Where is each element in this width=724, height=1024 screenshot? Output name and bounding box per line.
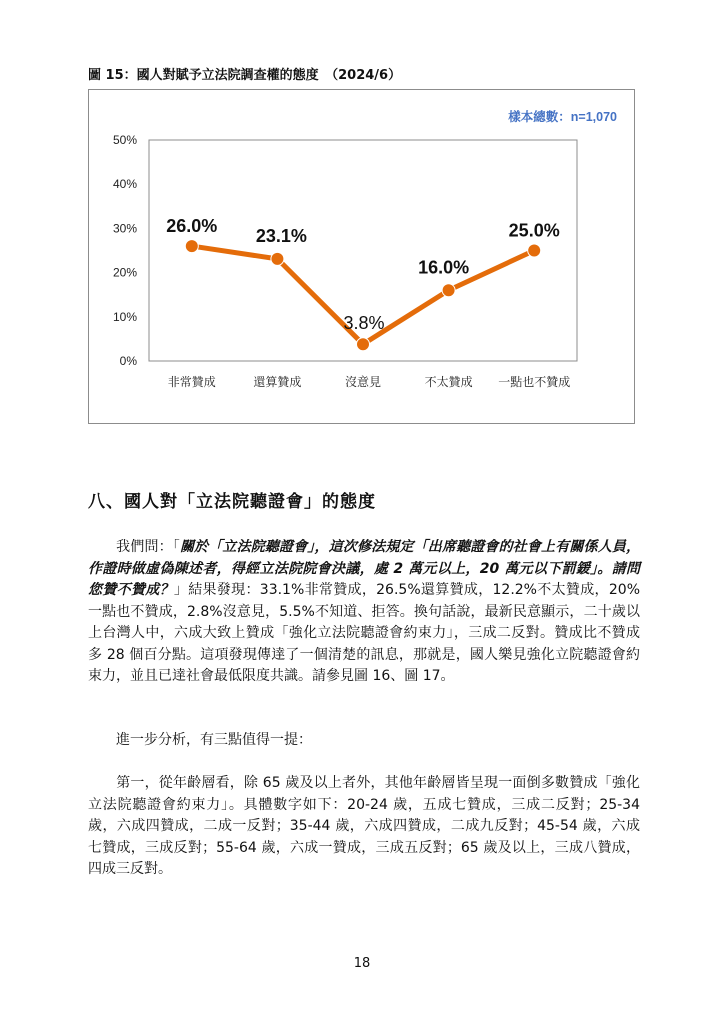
x-category-label: 非常贊成 xyxy=(167,375,216,389)
y-tick-label: 0% xyxy=(119,354,137,368)
data-label: 23.1% xyxy=(255,225,307,246)
sample-size-note: 樣本總數：n=1,070 xyxy=(508,110,617,124)
paragraph-3 xyxy=(88,773,640,881)
chart-container xyxy=(88,89,635,424)
data-label: 3.8% xyxy=(343,313,385,334)
data-point-marker xyxy=(442,284,455,297)
page-number: 18 xyxy=(353,956,371,971)
figure-title: 圖 15：國人對賦予立法院調查權的態度 （2024/6） xyxy=(88,68,402,83)
y-tick-label: 40% xyxy=(112,177,137,192)
y-tick-label: 10% xyxy=(112,309,137,324)
section-heading: 八、國人對「立法院聽證會」的態度 xyxy=(88,492,376,512)
data-point-marker xyxy=(357,338,370,351)
paragraph-2 xyxy=(88,730,640,752)
data-label: 26.0% xyxy=(166,216,218,237)
survey-question: 關於「立法院聽證會」，這次修法規定「出席聽證會的社會上有關係人員，作證時做虛偽陳述者，得經立法院院會決議，處 2 萬元以上，20 萬元以下罰鍰」。請問您贊不贊成？ xyxy=(88,539,641,598)
x-category-label: 不太贊成 xyxy=(424,375,473,389)
paragraph-1-body: 」結果發現：33.1%非常贊成，26.5%還算贊成，12.2%不太贊成，20%一點也不贊成，2.8%沒意見，5.5%不知道、拒答。換句話說，最新民意顯示，二十歲以上台灣人中，六成大致上贊成「強化立法院聽證會約束力」，三成二反對。贊成比不贊成多 28 個百分點。這項發現傳達了一個清楚的訊息，那就是，國人樂見強化立院聽證會約束力，並且已達社會最低限度共識。請參見圖 16、圖 17。 xyxy=(88,582,640,684)
data-point-marker xyxy=(528,244,541,257)
paragraph-1 xyxy=(88,537,640,688)
x-category-label: 一點也不贊成 xyxy=(498,375,571,389)
data-point-marker xyxy=(271,252,284,265)
x-category-label: 沒意見 xyxy=(344,375,382,389)
x-category-label: 還算贊成 xyxy=(253,375,302,389)
paragraph-1-prefix: 我們問：「 xyxy=(116,539,180,555)
y-tick-label: 50% xyxy=(112,133,137,147)
y-tick-label: 20% xyxy=(112,265,137,280)
y-tick-label: 30% xyxy=(112,221,137,236)
data-label: 25.0% xyxy=(508,220,560,241)
line-chart xyxy=(89,90,634,423)
paragraph-3-text: 第一，從年齡層看，除 65 歲及以上者外，其他年齡層皆呈現一面倒多數贊成「強化立法院聽證會約束力」。具體數字如下：20-24 歲，五成七贊成，三成二反對；25-34 歲，六成四贊成，二成一反對；35-44 歲，六成四贊成，二成九反對；45-54 歲，六成七贊成，三成反對；55-64 歲，六成一贊成，三成五反對；65 歲及以上，三成八贊成，四成三反對。 xyxy=(88,775,640,877)
paragraph-2-text: 進一步分析，有三點值得一提： xyxy=(116,732,312,748)
data-label: 16.0% xyxy=(418,257,470,278)
data-point-marker xyxy=(185,240,198,253)
